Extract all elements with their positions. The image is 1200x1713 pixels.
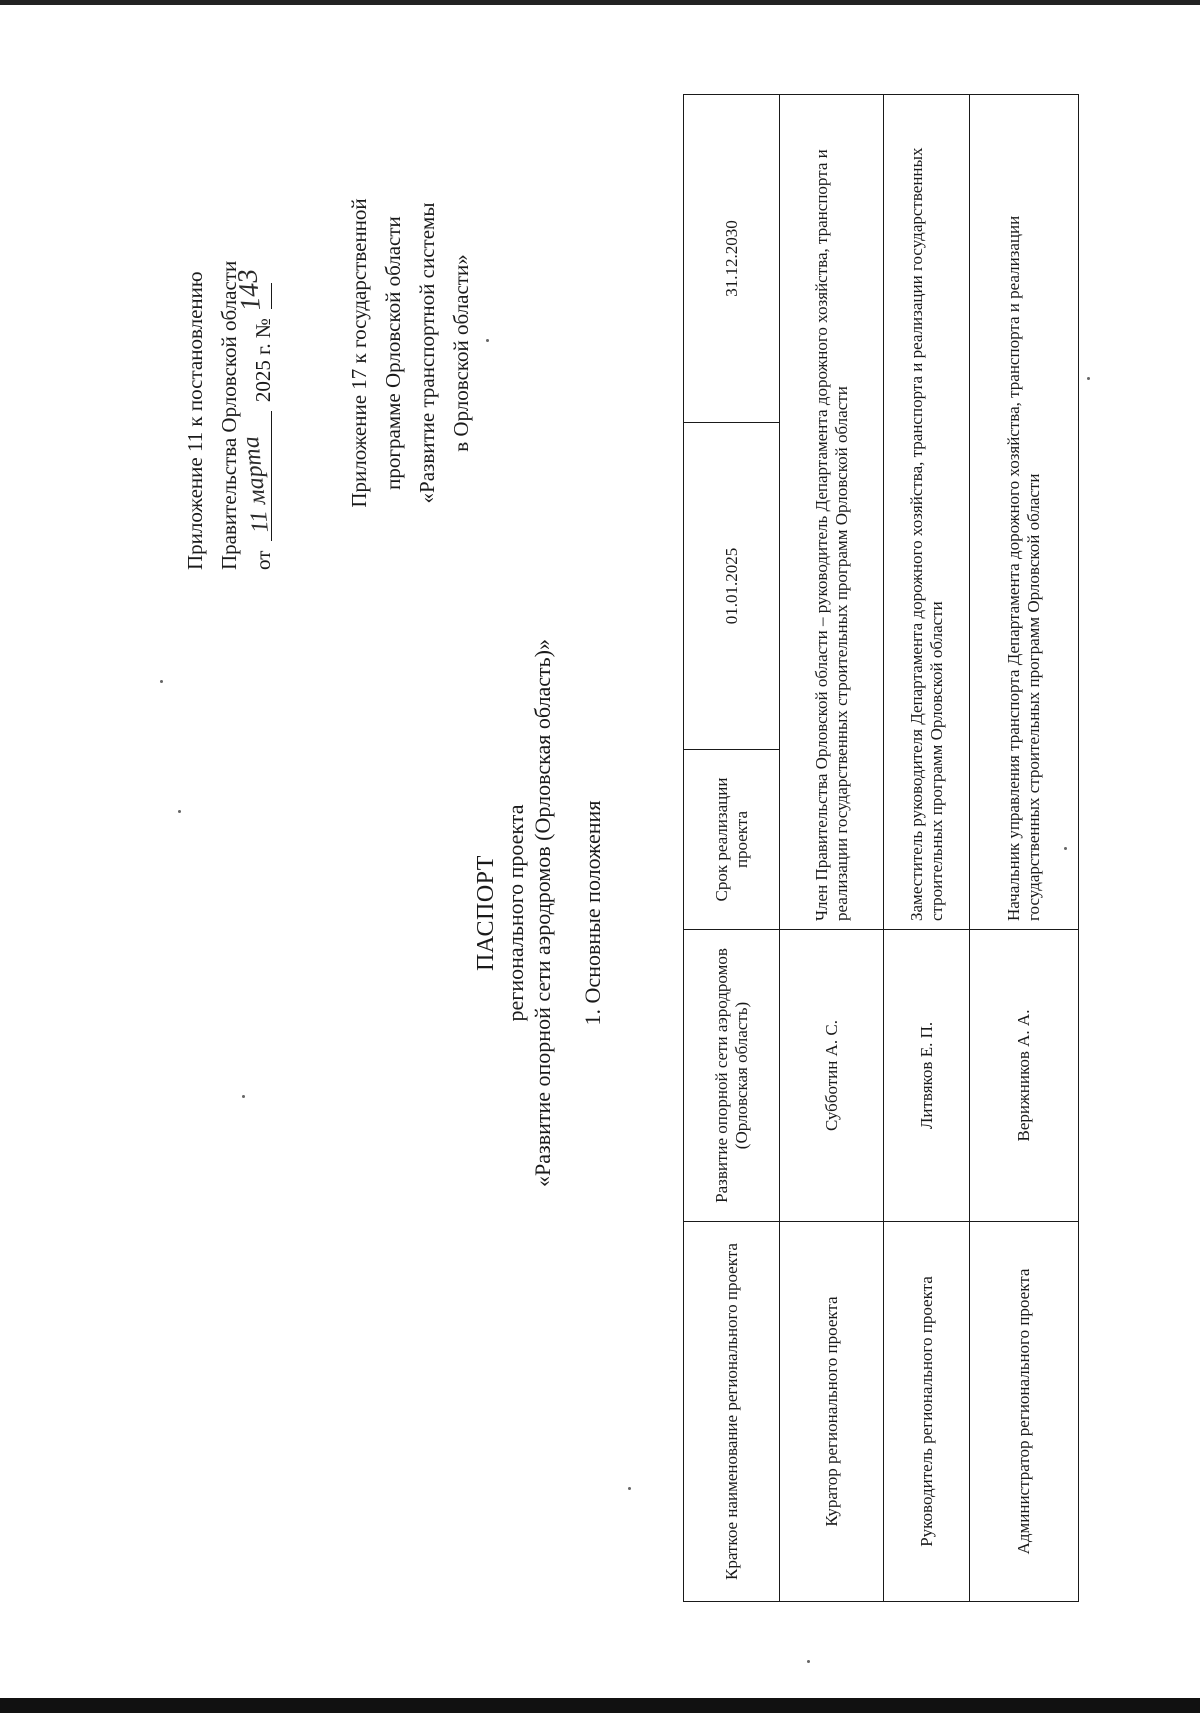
row-short-name-label: Краткое наименование регионального проекта: [684, 1222, 780, 1602]
table-row: [780, 95, 884, 1602]
table-row: [684, 95, 780, 1602]
appendix-from-label: от: [251, 550, 275, 570]
date-blank: [238, 411, 274, 541]
number-blank: [231, 267, 272, 313]
program-line-3: «Развитие транспортной системы: [415, 202, 439, 504]
passport-title: ПАСПОРТ: [473, 855, 499, 971]
table-row: [970, 95, 1079, 1602]
curator-label: Куратор регионального проекта: [780, 1222, 884, 1602]
handwritten-date: 11 марта: [238, 435, 274, 535]
appendix-line-2: Правительства Орловской области: [217, 260, 241, 570]
passport-heading: [470, 413, 556, 1413]
scan-speck: [486, 339, 489, 342]
program-line-4: в Орловской области»: [449, 254, 473, 452]
term-end-date: 31.12.2030: [684, 95, 780, 423]
section-title: 1. Основные положения: [580, 800, 605, 1026]
scan-speck: [807, 1660, 810, 1663]
appendix-line-3: [231, 90, 280, 570]
appendix-year-label: 2025 г. №: [251, 318, 275, 403]
administrator-position: Начальник управления транспорта Департамента дорожного хозяйства, транспорта и реализации государственных строительных программ Орловской области: [970, 95, 1079, 930]
scan-speck: [1087, 377, 1090, 380]
term-label: Срок реализации проекта: [684, 750, 780, 930]
curator-position: Член Правительства Орловской области – руководитель Департамента дорожного хозяйства, транспорта и реализации государственных строительных программ Орловской области: [780, 95, 884, 930]
scan-speck: [242, 1095, 245, 1098]
program-line-2: программе Орловской области: [381, 216, 405, 490]
head-label: Руководитель регионального проекта: [884, 1222, 970, 1602]
program-line-1: Приложение 17 к государственной: [347, 198, 371, 508]
curator-name: Субботин А. С.: [780, 930, 884, 1222]
head-name: Литвяков Е. П.: [884, 930, 970, 1222]
appendix-resolution-block: [178, 90, 280, 570]
term-start-date: 01.01.2025: [684, 423, 780, 750]
scan-speck: [1064, 847, 1067, 850]
administrator-label: Администратор регионального проекта: [970, 1222, 1079, 1602]
scan-speck: [178, 810, 181, 813]
passport-project-name: «Развитие опорной сети аэродромов (Орловская область)»: [530, 639, 555, 1187]
scan-speck: [628, 1487, 631, 1490]
appendix-program-block: [342, 118, 478, 588]
row-short-name-value: Развитие опорной сети аэродромов (Орловская область): [684, 930, 780, 1222]
basic-provisions-table: [683, 94, 1079, 1602]
scan-speck: [160, 680, 163, 683]
table-row: [884, 95, 970, 1602]
handwritten-number: 143: [231, 267, 268, 313]
head-position: Заместитель руководителя Департамента дорожного хозяйства, транспорта и реализации государственных строительных программ Орловской области: [884, 95, 970, 930]
passport-subtitle: регионального проекта: [503, 804, 528, 1022]
administrator-name: Верижников А. А.: [970, 930, 1079, 1222]
appendix-line-1: Приложение 11 к постановлению: [183, 271, 207, 570]
